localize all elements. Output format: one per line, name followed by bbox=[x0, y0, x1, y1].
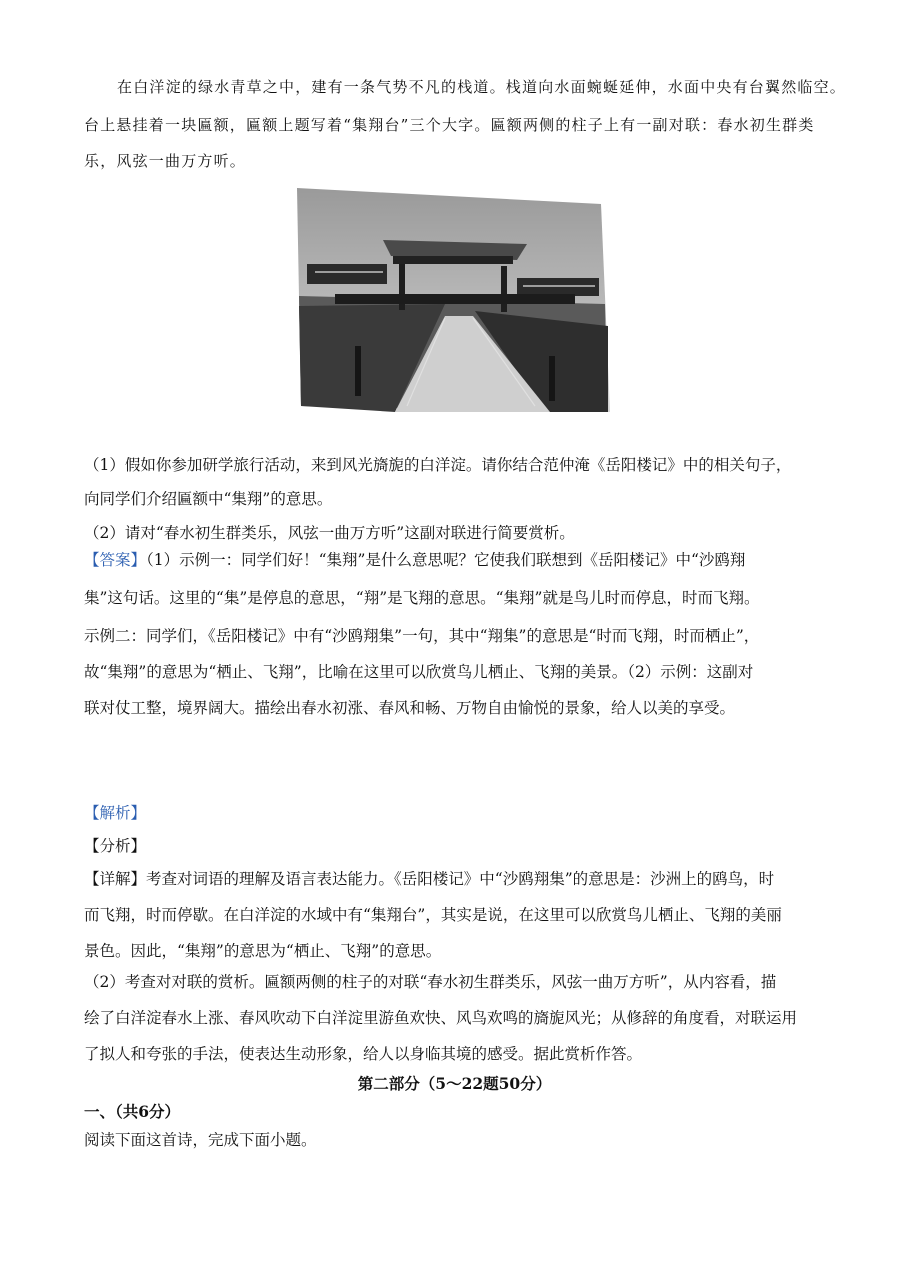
xiangjie-line-3: 景色。因此，“集翔”的意思为“栖止、飞翔”的意思。 bbox=[84, 942, 442, 960]
section-title: 第二部分（5～22题50分） bbox=[357, 1074, 552, 1093]
xiangjie-tag: 【详解】 bbox=[84, 870, 147, 888]
section-instruction: 阅读下面这首诗，完成下面小题。 bbox=[84, 1131, 317, 1149]
question-1-line-2: 向同学们介绍匾额中“集翔”的意思。 bbox=[84, 490, 333, 508]
xiangjie-text-1: 考查对词语的理解及语言表达能力。《岳阳楼记》中“沙鸥翔集”的意思是：沙洲上的鸥鸟，时 bbox=[146, 870, 775, 888]
answer-text-1: （1）示例一：同学们好！“集翔”是什么意思呢？它使我们联想到《岳阳楼记》中“沙鸥翔 bbox=[146, 551, 746, 569]
analysis-2-line-2: 绘了白洋淀春水上涨、春风吹动下白洋淀里游鱼欢快、风鸟欢鸣的旖旎风光；从修辞的角度看，对联运用 bbox=[84, 1009, 798, 1027]
answer-line-5: 联对仗工整，境界阔大。描绘出春水初涨、春风和畅、万物自由愉悦的景象，给人以美的享受。 bbox=[84, 699, 736, 717]
intro-line-1: 在白洋淀的绿水青草之中，建有一条气势不凡的栈道。栈道向水面蜿蜒延伸，水面中央有台翼然临空。 bbox=[117, 78, 847, 96]
xiangjie-line-2: 而飞翔，时而停歇。在白洋淀的水域中有“集翔台”，其实是说，在这里可以欣赏鸟儿栖止、飞翔的美丽 bbox=[84, 906, 782, 924]
jixiangtai-photo bbox=[295, 186, 610, 412]
answer-line-2: 集”这句话。这里的“集”是停息的意思，“翔”是飞翔的意思。“集翔”就是鸟儿时而停息，时而飞翔。 bbox=[84, 589, 760, 607]
question-2: （2）请对“春水初生群类乐，风弦一曲万方听”这副对联进行简要赏析。 bbox=[84, 524, 575, 542]
answer-line-3: 示例二：同学们，《岳阳楼记》中有“沙鸥翔集”一句，其中“翔集”的意思是“时而飞翔，时而栖止”， bbox=[84, 627, 760, 645]
intro-line-3: 乐，风弦一曲万方听。 bbox=[84, 152, 247, 170]
answer-line-4: 故“集翔”的意思为“栖止、飞翔”，比喻在这里可以欣赏鸟儿栖止、飞翔的美景。（2）示例：这副对 bbox=[84, 663, 754, 681]
answer-line-1 bbox=[84, 548, 745, 570]
xiangjie-line-1 bbox=[84, 867, 774, 889]
analysis-2-line-1: （2）考查对对联的赏析。匾额两侧的柱子的对联“春水初生群类乐，风弦一曲万方听”，从内容看，描 bbox=[84, 973, 777, 991]
question-1-line-1: （1）假如你参加研学旅行活动，来到风光旖旎的白洋淀。请你结合范仲淹《岳阳楼记》中的相关句子， bbox=[84, 456, 792, 474]
fenxi-tag: 【分析】 bbox=[84, 837, 147, 855]
jiexi-tag: 【解析】 bbox=[84, 804, 147, 822]
analysis-2-line-3: 了拟人和夸张的手法，使表达生动形象，给人以身临其境的感受。据此赏析作答。 bbox=[84, 1045, 643, 1063]
answer-tag: 【答案】 bbox=[84, 551, 147, 569]
section-heading: 一、（共6分） bbox=[84, 1102, 181, 1121]
intro-line-2: 台上悬挂着一块匾额，匾额上题写着“集翔台”三个大字。匾额两侧的柱子上有一副对联：春水初生群类 bbox=[84, 116, 815, 134]
